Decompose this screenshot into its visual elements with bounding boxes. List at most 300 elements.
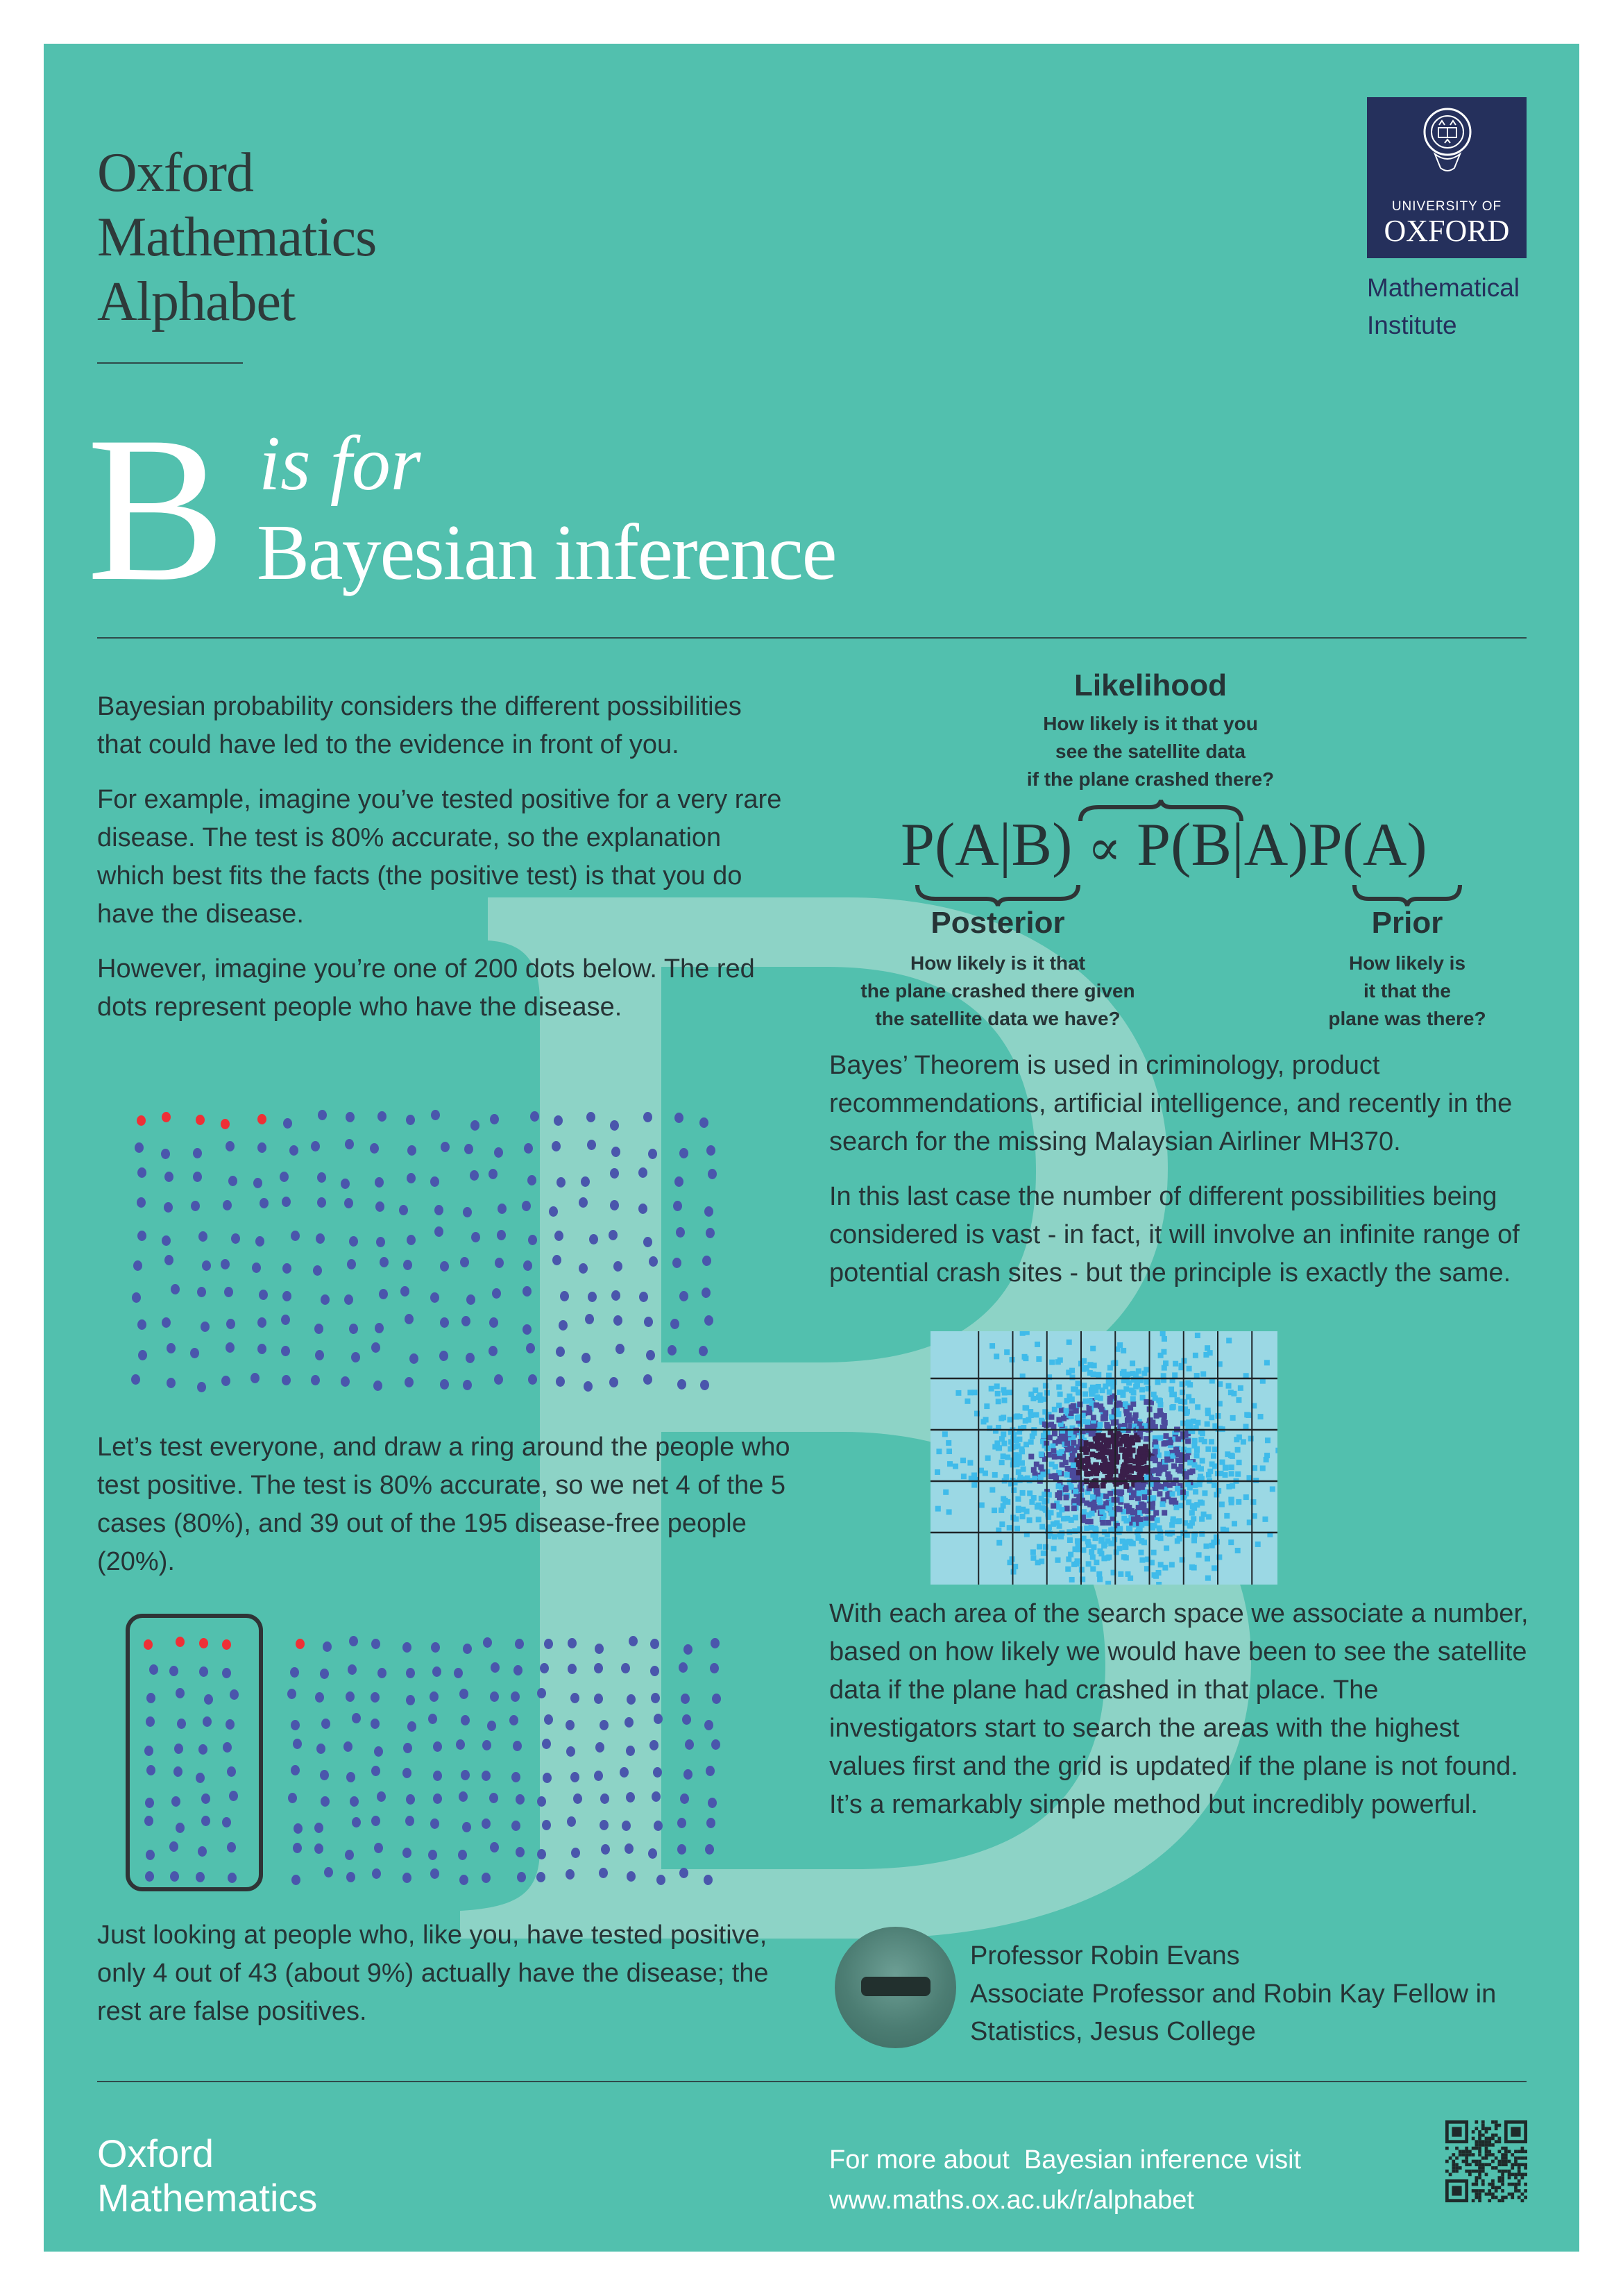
author-role [970,1975,1496,2050]
false-positive-dot [226,1719,235,1730]
healthy-person-dot [289,1145,298,1156]
healthy-person-dot [494,1147,503,1158]
negative-dot [600,1720,609,1730]
healthy-person-dot [282,1197,291,1207]
negative-dot [511,1821,520,1831]
healthy-person-dot [161,1149,170,1159]
negative-dot [321,1719,330,1729]
paragraph-last-case: In this last case the number of different possibilities being considered is vast - in fact, it will involve an infinite range of potential crash sites - but the principle is exactly the same. [829,1182,1520,1288]
negative-dot [489,1793,498,1803]
negative-dot [406,1668,415,1678]
negative-dot [403,1743,412,1753]
healthy-person-dot [610,1120,619,1131]
healthy-person-dot [311,1141,320,1151]
healthy-person-dot [495,1258,504,1268]
healthy-person-dot [522,1324,532,1335]
healthy-person-dot [470,1120,479,1131]
healthy-person-dot [638,1204,647,1214]
healthy-person-dot [311,1375,320,1385]
healthy-person-dot [164,1172,173,1182]
footer-more-info [829,2140,1301,2220]
healthy-person-dot [679,1291,688,1301]
healthy-person-dot [497,1230,506,1240]
negative-dot [352,1713,361,1723]
paragraph-intro: Bayesian probability considers the different possibilities that could have led to the evidence in front of you. [97,692,742,759]
negative-dot [652,1791,661,1802]
posterior-line: the plane crashed there given [860,980,1135,1002]
false-positive-dot [149,1664,158,1675]
healthy-person-dot [610,1168,619,1179]
healthy-person-dot [522,1286,532,1297]
healthy-person-dot [345,1139,354,1149]
healthy-person-dot [407,1145,416,1156]
healthy-person-dot [649,1256,658,1267]
healthy-person-dot [670,1319,679,1329]
diseased-person-dot [221,1119,230,1129]
negative-dot [511,1772,520,1782]
healthy-person-dot [679,1148,688,1158]
likelihood-line: see the satellite data [1055,741,1246,762]
healthy-person-dot [197,1382,206,1392]
negative-dot [316,1744,325,1754]
healthy-person-dot [464,1144,473,1154]
healthy-person-dot [221,1376,230,1386]
prior-line: plane was there? [1328,1008,1486,1029]
healthy-person-dot [282,1291,291,1301]
healthy-person-dot [341,1376,350,1387]
healthy-person-dot [613,1315,622,1326]
healthy-person-dot [431,1110,440,1120]
healthy-person-dot [638,1167,647,1178]
healthy-person-dot [257,1317,266,1328]
likelihood-line: if the plane crashed there? [1026,768,1275,790]
footer-more-line: For more about Bayesian inference visit [829,2145,1302,2175]
negative-dot [679,1868,688,1878]
false-positive-dot [144,1746,153,1756]
logo-university-of: UNIVERSITY OF [1391,199,1502,214]
healthy-person-dot [349,1324,358,1334]
negative-dot [456,1739,465,1750]
healthy-person-dot [167,1378,176,1388]
negative-dot [537,1849,546,1859]
negative-dot [372,1868,381,1879]
healthy-person-dot [344,1294,353,1305]
healthy-person-dot [375,1177,384,1188]
negative-dot [291,1875,300,1885]
diseased-person-dot [162,1112,171,1122]
healthy-person-dot [315,1350,324,1360]
negative-dot [371,1719,380,1729]
healthy-person-dot [463,1207,472,1217]
negative-dot [540,1663,549,1673]
negative-dot [459,1689,468,1699]
department-line: Mathematical [1367,273,1520,302]
negative-dot [491,1662,500,1673]
false-positive-dot [144,1816,153,1826]
negative-dot [537,1796,546,1807]
healthy-person-dot [559,1320,568,1331]
negative-dot [650,1639,659,1649]
negative-dot [566,1720,575,1730]
healthy-person-dot [611,1290,620,1301]
healthy-person-dot [164,1202,173,1213]
negative-dot [371,1766,380,1776]
healthy-person-dot [405,1377,414,1387]
series-title-line: Oxford [97,142,254,203]
negative-dot [371,1692,380,1703]
healthy-person-dot [317,1172,326,1183]
negative-dot [293,1739,302,1749]
healthy-person-dot [259,1290,268,1300]
negative-dot [705,1844,714,1855]
healthy-person-dot [260,1198,269,1208]
negative-dot [571,1848,580,1858]
title-divider [97,362,243,364]
healthy-person-dot [494,1374,503,1385]
negative-dot [482,1771,491,1781]
series-title-line: Alphabet [97,271,296,332]
negative-dot [624,1717,634,1728]
negative-dot [656,1875,665,1885]
healthy-person-dot [586,1112,595,1122]
healthy-person-dot [522,1201,531,1211]
footer-brand-line: Oxford [97,2132,214,2175]
negative-dot [291,1720,300,1730]
healthy-person-dot [672,1258,681,1268]
healthy-person-dot [676,1227,685,1238]
negative-dot [459,1791,468,1802]
healthy-person-dot [201,1322,210,1332]
qr-code-icon[interactable] [1445,2120,1527,2202]
healthy-person-dot [167,1343,176,1353]
posterior-description [845,949,1150,1033]
negative-dot [594,1771,603,1781]
negative-dot [288,1793,297,1803]
negative-dot [462,1822,471,1832]
healthy-person-dot [407,1235,416,1245]
healthy-person-dot [171,1284,180,1294]
healthy-person-dot [643,1374,652,1385]
healthy-person-dot [613,1261,622,1272]
negative-dot [542,1739,551,1749]
negative-dot [568,1638,577,1648]
negative-dot [433,1771,442,1781]
false-positive-dot [170,1871,179,1882]
healthy-person-dot [281,1346,290,1356]
negative-dot [566,1869,575,1880]
healthy-person-dot [552,1255,561,1265]
healthy-person-dot [460,1257,469,1267]
healthy-person-dot [523,1260,532,1271]
healthy-person-dot [351,1352,360,1362]
negative-dot [626,1746,635,1756]
healthy-person-dot [313,1265,322,1276]
dot-figure-tested [130,1614,727,1891]
healthy-person-dot [380,1257,389,1267]
search-probability-grid [931,1331,1277,1585]
healthy-person-dot [317,1197,326,1208]
negative-dot [314,1823,323,1833]
logo-oxford: OXFORD [1384,214,1510,248]
healthy-person-dot [490,1114,499,1124]
healthy-person-dot [162,1235,171,1246]
university-logo [1367,97,1527,258]
bayes-formula-diagram [817,668,1574,1099]
prior-line: it that the [1363,980,1451,1002]
healthy-person-dot [581,1353,590,1363]
healthy-person-dot [708,1169,717,1179]
false-positive-dot [171,1796,180,1807]
negative-dot [517,1872,526,1882]
negative-dot [629,1636,638,1646]
negative-dot [402,1848,411,1858]
false-positive-dot [174,1744,183,1754]
healthy-person-dot [280,1172,289,1182]
healthy-person-dot [560,1291,569,1301]
healthy-person-dot [257,1344,266,1354]
negative-dot [712,1694,721,1704]
negative-dot [371,1639,380,1649]
series-title [97,141,376,335]
negative-dot [321,1796,330,1807]
healthy-person-dot [344,1198,353,1208]
negative-dot [314,1843,323,1854]
dot-figure-population [130,1109,727,1387]
negative-dot [323,1641,332,1652]
healthy-person-dot [489,1317,498,1328]
healthy-person-dot [138,1350,147,1360]
negative-dot [594,1694,603,1704]
negative-dot [624,1843,634,1854]
healthy-person-dot [399,1205,408,1215]
healthy-person-dot [706,1145,715,1156]
healthy-person-dot [648,1149,657,1159]
author-avatar [835,1927,956,2048]
footer-brand-line: Mathematics [97,2176,318,2220]
healthy-person-dot [674,1113,683,1123]
department-line: Institute [1367,311,1457,339]
footer-url-link[interactable]: www.maths.ox.ac.uk/r/alphabet [829,2186,1194,2215]
posterior-brace-icon [915,884,1081,907]
healthy-person-dot [488,1169,498,1179]
healthy-person-dot [250,1373,260,1383]
negative-dot [428,1850,437,1860]
healthy-person-dot [403,1260,412,1270]
negative-dot [568,1664,577,1674]
healthy-person-dot [615,1344,624,1354]
negative-dot [677,1844,686,1855]
false-positive-dot [146,1765,155,1775]
healthy-person-dot [440,1261,449,1272]
negative-dot [601,1844,610,1855]
healthy-person-dot [440,1379,449,1390]
negative-dot [681,1694,690,1704]
negative-dot [679,1662,688,1673]
healthy-person-dot [349,1236,358,1247]
healthy-person-dot [253,1178,262,1188]
healthy-person-dot [639,1292,648,1302]
healthy-person-dot [527,1175,536,1185]
author-role-line: Statistics, Jesus College [970,2017,1256,2046]
negative-dot [620,1767,629,1778]
healthy-person-dot [318,1110,327,1120]
healthy-person-dot [644,1317,653,1327]
negative-dot [483,1637,492,1648]
false-positive-dot [146,1850,155,1860]
negative-dot [594,1663,603,1673]
healthy-person-dot [164,1255,173,1265]
healthy-person-dot [673,1201,682,1211]
negative-dot [654,1714,663,1724]
healthy-person-dot [528,1235,537,1245]
healthy-person-dot [137,1319,146,1330]
footer-divider [97,2081,1527,2082]
missed-case-dot [296,1639,305,1649]
negative-dot [627,1694,636,1705]
healthy-person-dot [440,1317,449,1328]
healthy-person-dot [375,1201,384,1212]
healthy-person-dot [190,1348,199,1358]
diseased-person-dot [196,1115,205,1125]
right-text-upper [829,1047,1530,1309]
healthy-person-dot [699,1117,708,1128]
negative-dot [680,1793,689,1804]
false-positive-dot [201,1793,210,1804]
negative-dot [287,1689,296,1699]
likelihood-line: How likely is it that you [1043,713,1258,734]
negative-dot [710,1663,719,1673]
healthy-person-dot [283,1118,292,1129]
negative-dot [402,1768,411,1778]
healthy-person-dot [281,1315,290,1325]
healthy-person-dot [371,1342,380,1353]
healthy-person-dot [316,1233,325,1244]
negative-dot [516,1794,525,1805]
negative-dot [402,1873,411,1883]
false-positive-dot [199,1666,208,1677]
healthy-person-dot [135,1142,144,1153]
negative-dot [595,1742,604,1753]
posterior-term: P(A|B) [901,811,1073,879]
healthy-person-dot [370,1143,379,1154]
healthy-person-dot [223,1200,232,1210]
negative-dot [430,1818,439,1829]
negative-dot [704,1720,713,1730]
healthy-person-dot [377,1111,386,1122]
negative-dot [683,1644,692,1655]
healthy-person-dot [549,1206,558,1217]
sunglasses-icon [861,1977,931,1996]
healthy-person-dot [191,1201,200,1211]
healthy-person-dot [585,1314,594,1324]
healthy-person-dot [556,1177,566,1188]
healthy-person-dot [321,1294,330,1305]
negative-dot [648,1848,657,1859]
healthy-person-dot [137,1197,146,1208]
prior-title: Prior [1371,906,1443,940]
healthy-person-dot [471,1232,480,1242]
negative-dot [513,1665,522,1675]
negative-dot [482,1740,491,1750]
paragraph-search-method: With each area of the search space we associate a number, based on how likely we would have been to see the satellite data if the plane had crashed in that place. The investigators start to search the areas with the highest values first and the grid is updated if the plane is not found. It’s a remarkably simple method but incredibly powerful. [829,1599,1529,1819]
healthy-person-dot [430,1292,439,1303]
negative-dot [621,1663,630,1673]
healthy-person-dot [524,1143,533,1154]
proportional-symbol: ∝ [1087,820,1122,876]
healthy-person-dot [409,1353,418,1364]
author-name: Professor Robin Evans [970,1941,1240,1970]
healthy-person-dot [674,1176,683,1187]
negative-dot [374,1843,383,1853]
healthy-person-dot [132,1292,141,1303]
healthy-person-dot [700,1380,709,1390]
healthy-person-dot [498,1204,507,1214]
negative-dot [544,1639,553,1649]
healthy-person-dot [526,1343,535,1353]
negative-dot [407,1721,416,1732]
healthy-person-dot [528,1374,537,1385]
department-name [1367,269,1520,344]
negative-dot [570,1693,579,1703]
negative-dot [595,1644,604,1654]
healthy-person-dot [706,1228,715,1238]
negative-dot [704,1875,713,1885]
negative-dot [570,1772,579,1782]
healthy-person-dot [291,1231,300,1241]
healthy-person-dot [530,1111,539,1122]
negative-dot [622,1821,631,1831]
healthy-person-dot [193,1172,202,1182]
paragraph-uses: Bayes’ Theorem is used in criminology, product recommendations, artificial intelligence, and recently in the search for the missing Malaysian Airliner MH370. [829,1051,1513,1156]
diseased-person-dot [257,1114,266,1124]
healthy-person-dot [228,1176,237,1186]
true-positive-dot [176,1637,185,1647]
negative-dot [293,1843,302,1853]
healthy-person-dot [282,1263,291,1274]
header-divider [97,637,1527,639]
negative-dot [290,1667,299,1678]
negative-dot [346,1691,355,1702]
healthy-person-dot [466,1353,475,1363]
negative-dot [711,1638,720,1648]
negative-dot [346,1872,355,1882]
healthy-person-dot [646,1350,655,1360]
healthy-person-dot [197,1287,206,1297]
negative-dot [348,1664,357,1675]
negative-dot [677,1818,686,1828]
prior-brace-icon [1352,884,1463,907]
healthy-person-dot [375,1323,384,1333]
negative-dot [627,1871,636,1882]
healthy-person-dot [702,1288,711,1298]
negative-dot [543,1773,552,1783]
healthy-person-dot [376,1237,385,1247]
prior-description [1324,949,1490,1033]
healthy-person-dot [162,1317,171,1328]
healthy-person-dot [221,1259,230,1269]
series-title-line: Mathematics [97,207,377,268]
false-positive-dot [198,1846,207,1857]
negative-dot [432,1666,441,1677]
healthy-person-dot [133,1260,142,1271]
healthy-person-dot [434,1205,443,1215]
negative-dot [405,1816,414,1826]
headline-topic: Bayesian inference [257,508,836,596]
healthy-person-dot [131,1374,140,1385]
posterior-line: the satellite data we have? [875,1008,1121,1029]
false-positive-dot [196,1773,205,1783]
negative-dot [377,1668,386,1678]
